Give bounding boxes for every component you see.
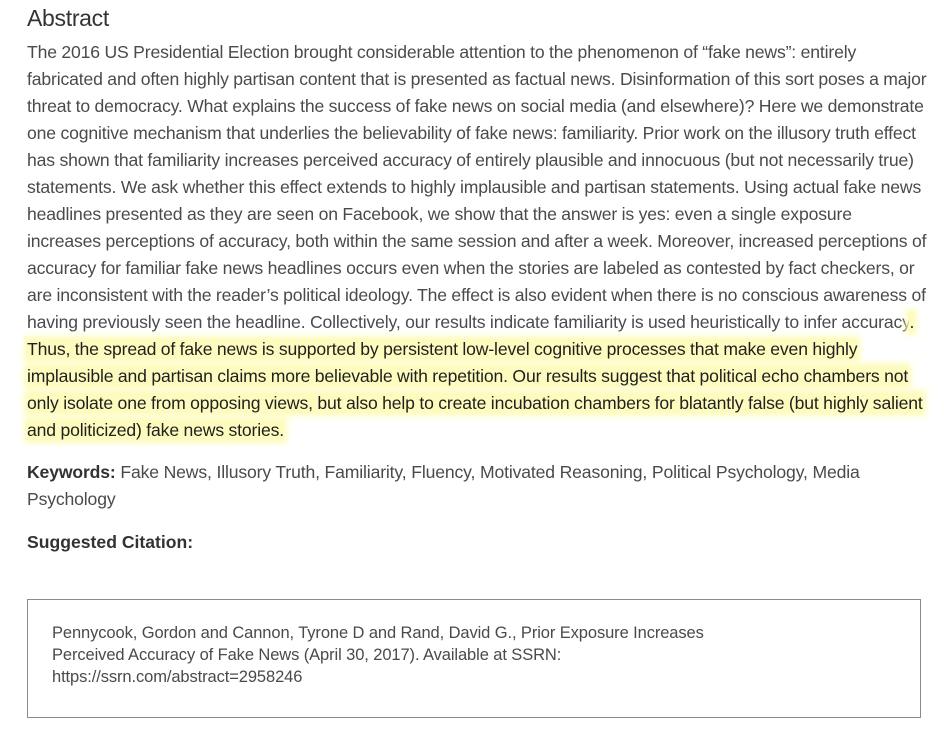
citation-box[interactable] (27, 599, 921, 718)
keywords-value: Fake News, Illusory Truth, Familiarity, Fluency, Motivated Reasoning, Political Psychology, Media Psychology (27, 462, 860, 509)
abstract-highlighted-text: . Thus, the spread of fake news is supported by persistent low-level cognitive processes that make even highly implausible and partisan claims more believable with repetition. Our results suggest that political echo chambers not only isolate one from opposing views, but also help to create incubation chambers for blatantly false (but highly salient and politicized) fake news stories. (27, 312, 923, 440)
abstract-body (27, 39, 927, 444)
abstract-section (27, 4, 927, 556)
citation-line[interactable]: Pennycook, Gordon and Cannon, Tyrone D and Rand, David G., Prior Exposure Increases (52, 624, 704, 642)
citation-line[interactable]: https://ssrn.com/abstract=2958246 (52, 668, 303, 686)
keywords (27, 459, 927, 513)
citation-text[interactable] (52, 622, 896, 688)
citation-line[interactable]: Perceived Accuracy of Fake News (April 30, 2017). Available at SSRN: (52, 646, 562, 664)
abstract-title: Abstract (27, 5, 109, 31)
keywords-label: Keywords: (27, 462, 116, 482)
abstract-text: The 2016 US Presidential Election brought considerable attention to the phenomenon of “fake news”: entirely fabricated and often highly partisan content that is presented as factual news. Disinformation of this sort poses a major threat to democracy. What explains the success of fake news on social media (and elsewhere)? Here we demonstrate one cognitive mechanism that underlies the believability of fake news: familiarity. Prior work on the illusory truth effect has shown that familiarity increases perceived accuracy of entirely plausible and innocuous (but not necessarily true) statements. We ask whether this effect extends to highly implausible and partisan statements. Using actual fake news headlines presented as they are seen on Facebook, we show that the answer is yes: even a single exposure increases perceptions of accuracy, both within the same session and after a week. Moreover, increased perceptions of accuracy for familiar fake news headlines occurs even when the stories are labeled as contested by fact checkers, or are inconsistent with the reader’s political ideology. The effect is also evident when there is no conscious awareness of having previously seen the headline. Collectively, our results indicate familiarity is used heuristically to infer accuracy (27, 42, 927, 332)
suggested-citation-label: Suggested Citation: (27, 532, 194, 552)
